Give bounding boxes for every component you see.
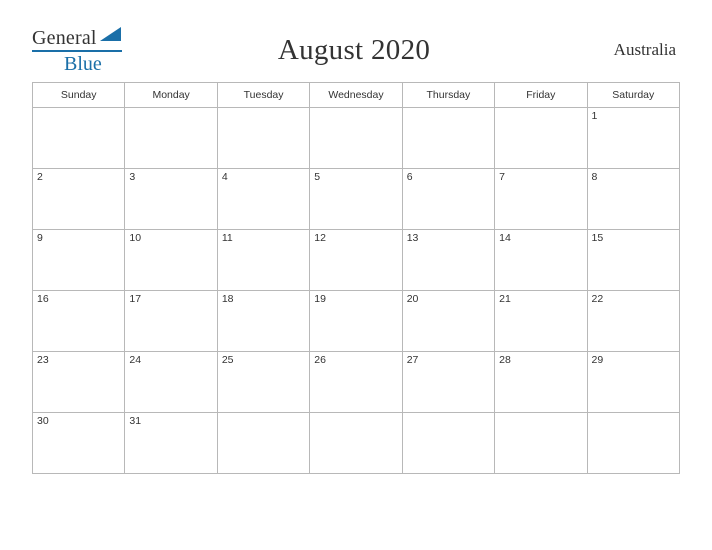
day-cell[interactable] — [402, 413, 494, 474]
day-cell[interactable] — [217, 291, 309, 352]
calendar-week-row — [33, 413, 680, 474]
weekday-header-saturday: Saturday — [587, 83, 679, 108]
day-cell[interactable] — [310, 352, 402, 413]
day-cell[interactable] — [310, 230, 402, 291]
day-cell[interactable] — [33, 230, 125, 291]
day-cell[interactable] — [33, 291, 125, 352]
calendar-week-row — [33, 230, 680, 291]
day-cell[interactable] — [495, 352, 587, 413]
day-cell[interactable] — [33, 413, 125, 474]
triangle-icon — [100, 27, 122, 46]
day-cell[interactable] — [402, 352, 494, 413]
day-cell[interactable] — [495, 108, 587, 169]
calendar-week-row — [33, 291, 680, 352]
day-cell[interactable] — [125, 352, 217, 413]
day-cell[interactable] — [587, 230, 679, 291]
day-cell[interactable] — [217, 352, 309, 413]
day-number: 5 — [314, 171, 321, 183]
weekday-header-tuesday: Tuesday — [217, 83, 309, 108]
logo-underline — [32, 50, 122, 52]
day-number: 14 — [499, 232, 511, 244]
day-number: 15 — [591, 232, 604, 244]
day-number: 28 — [499, 354, 511, 366]
day-cell[interactable] — [587, 352, 679, 413]
day-cell[interactable] — [587, 413, 679, 474]
day-number: 18 — [221, 293, 234, 305]
day-cell[interactable] — [402, 291, 494, 352]
day-number: 29 — [591, 354, 604, 366]
day-cell[interactable] — [217, 413, 309, 474]
day-cell[interactable] — [125, 108, 217, 169]
day-number: 20 — [406, 293, 419, 305]
calendar-week-row — [33, 352, 680, 413]
day-cell[interactable] — [310, 291, 402, 352]
logo-word-general: General — [32, 26, 97, 49]
day-number: 3 — [129, 171, 136, 183]
day-number: 13 — [406, 232, 419, 244]
day-cell[interactable] — [217, 169, 309, 230]
day-number: 12 — [314, 232, 326, 244]
general-blue-logo — [32, 27, 222, 74]
day-number: 21 — [499, 293, 511, 305]
day-cell[interactable] — [587, 169, 679, 230]
day-number: 8 — [591, 171, 598, 183]
day-cell[interactable] — [495, 230, 587, 291]
page-title: August 2020 — [277, 33, 431, 66]
logo-word-blue: Blue — [64, 52, 102, 75]
day-cell[interactable] — [402, 230, 494, 291]
weekday-header-friday: Friday — [495, 83, 587, 108]
day-number: 24 — [129, 354, 142, 366]
day-cell[interactable] — [587, 108, 679, 169]
day-cell[interactable] — [310, 413, 402, 474]
day-cell[interactable] — [125, 413, 217, 474]
day-number: 1 — [591, 110, 598, 122]
day-cell[interactable] — [402, 169, 494, 230]
weekday-header-monday: Monday — [125, 83, 217, 108]
day-number: 26 — [314, 354, 326, 366]
calendar-week-row — [33, 169, 680, 230]
calendar-body — [33, 108, 680, 474]
day-cell[interactable] — [33, 352, 125, 413]
day-number: 19 — [314, 293, 326, 305]
day-number: 4 — [221, 171, 228, 183]
day-cell[interactable] — [33, 108, 125, 169]
weekday-header-wednesday: Wednesday — [310, 83, 402, 108]
day-number: 16 — [37, 293, 49, 305]
day-cell[interactable] — [217, 230, 309, 291]
day-cell[interactable] — [495, 413, 587, 474]
day-number: 6 — [406, 171, 413, 183]
calendar-week-row — [33, 108, 680, 169]
page-header — [32, 26, 680, 75]
day-cell[interactable] — [495, 169, 587, 230]
day-number: 11 — [221, 232, 233, 244]
day-number: 27 — [406, 354, 419, 366]
day-number: 30 — [37, 415, 49, 427]
weekday-header-sunday: Sunday — [33, 83, 125, 108]
day-cell[interactable] — [217, 108, 309, 169]
day-cell[interactable] — [125, 291, 217, 352]
month-calendar — [32, 82, 680, 474]
logo-top-row — [32, 27, 122, 48]
day-number: 23 — [37, 354, 49, 366]
day-cell[interactable] — [402, 108, 494, 169]
day-number: 22 — [591, 293, 604, 305]
day-cell[interactable] — [310, 108, 402, 169]
day-number: 17 — [129, 293, 142, 305]
day-cell[interactable] — [33, 169, 125, 230]
day-number: 31 — [129, 415, 142, 427]
day-cell[interactable] — [125, 169, 217, 230]
calendar-head — [33, 83, 680, 108]
day-number: 10 — [129, 232, 142, 244]
region-label: Australia — [613, 40, 676, 59]
day-number: 25 — [221, 354, 234, 366]
weekday-header-row — [33, 83, 680, 108]
day-number: 7 — [499, 171, 505, 183]
day-number: 9 — [37, 232, 43, 244]
day-cell[interactable] — [125, 230, 217, 291]
day-cell[interactable] — [495, 291, 587, 352]
day-cell[interactable] — [310, 169, 402, 230]
day-cell[interactable] — [587, 291, 679, 352]
day-number: 2 — [37, 171, 43, 183]
weekday-header-thursday: Thursday — [402, 83, 494, 108]
